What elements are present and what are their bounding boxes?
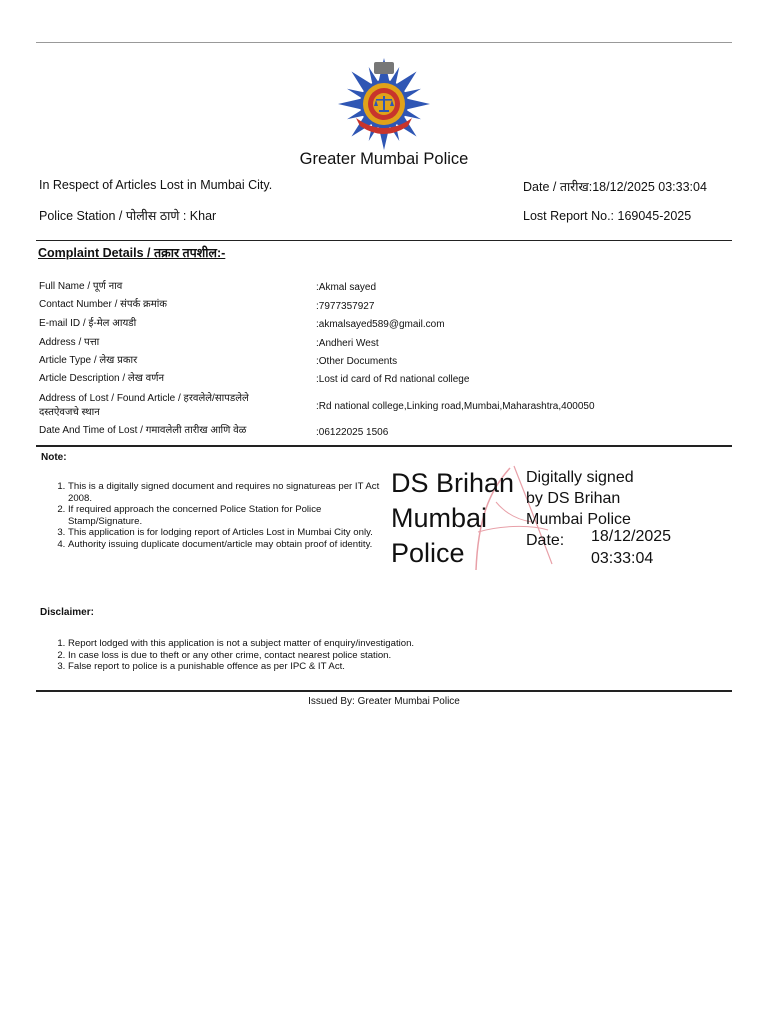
row-label: Address / पत्ता	[39, 337, 100, 348]
row-label: E-mail ID / ई-मेल आयडी	[39, 318, 137, 329]
table-row	[39, 335, 732, 353]
subtitle: In Respect of Articles Lost in Mumbai City.	[39, 178, 273, 192]
complaint-divider	[36, 445, 732, 447]
list-item: 2. If required approach the concerned Police Station for Police Stamp/Signature.	[68, 504, 383, 527]
note-heading: Note:	[41, 452, 67, 463]
table-row	[39, 354, 732, 372]
signer-name-line3: Police	[391, 538, 465, 568]
signer-name-line1: DS Brihan	[391, 468, 515, 498]
report-value: 169045-2025	[617, 209, 692, 223]
signed-line3: Mumbai Police	[526, 511, 631, 528]
list-item: 4. Authority issuing duplicate document/article may obtain proof of identity.	[68, 539, 383, 551]
row-value: :akmalsayed589@gmail.com	[316, 319, 445, 330]
signed-line1: Digitally signed	[526, 469, 634, 486]
lost-report-number	[523, 209, 691, 223]
table-row	[39, 297, 732, 315]
list-item: 2. In case loss is due to theft or any other crime, contact nearest police station.	[68, 650, 728, 662]
date-value: 18/12/2025 03:33:04	[592, 180, 707, 194]
table-row	[39, 424, 732, 442]
station-label: Police Station / पोलीस ठाणे :	[39, 209, 187, 223]
row-value: :Other Documents	[316, 356, 398, 367]
list-item: 3. This application is for lodging report of Articles Lost in Mumbai City only.	[68, 527, 383, 539]
list-item: 3. False report to police is a punishable offence as per IPC & IT Act.	[68, 661, 728, 673]
table-row	[39, 391, 732, 421]
header-divider	[36, 240, 732, 241]
top-rule	[36, 42, 732, 43]
issued-by: Issued By: Greater Mumbai Police	[308, 696, 460, 707]
disclaimer-list	[38, 638, 728, 673]
station-value: Khar	[189, 209, 217, 223]
police-emblem-icon	[336, 54, 432, 150]
signed-date-label: Date:	[526, 532, 565, 549]
row-value: :Rd national college,Linking road,Mumbai,Maharashtra,400050	[316, 401, 595, 412]
row-value: :06122025 1506	[316, 427, 389, 438]
row-value: :Lost id card of Rd national college	[316, 374, 470, 385]
signed-line2: by DS Brihan	[526, 490, 621, 507]
footer-divider	[36, 690, 732, 692]
row-label: Article Type / लेख प्रकार	[39, 355, 138, 366]
signed-date-value: 18/12/2025	[591, 528, 672, 545]
row-label: Article Description / लेख वर्णन	[39, 373, 164, 384]
disclaimer-heading: Disclaimer:	[40, 607, 94, 618]
table-row	[39, 373, 732, 391]
date-label: Date / तारीख:	[523, 180, 593, 194]
table-row	[39, 316, 732, 334]
page-title: Greater Mumbai Police	[299, 150, 469, 168]
signer-name-line2: Mumbai	[391, 503, 488, 533]
police-station	[39, 207, 216, 224]
row-label: Contact Number / संपर्क क्रमांक	[39, 299, 167, 310]
row-value: :Andheri West	[316, 338, 379, 349]
signed-time-value: 03:33:04	[591, 550, 654, 567]
row-value: :Akmal sayed	[316, 282, 377, 293]
row-label: Address of Lost / Found Article / हरवलेले/सापडलेले दस्तऐवजचे स्थान	[39, 393, 249, 418]
complaint-section-title: Complaint Details / तक्रार तपशील:-	[38, 246, 226, 260]
row-label: Date And Time of Lost / गमावलेली तारीख आणि वेळ	[39, 425, 247, 436]
list-item: 1. Report lodged with this application is not a subject matter of enquiry/investigation.	[68, 638, 728, 650]
report-label: Lost Report No.:	[523, 209, 615, 223]
report-date	[523, 178, 707, 195]
table-row	[39, 278, 732, 296]
row-label: Full Name / पूर्ण नाव	[39, 281, 123, 292]
note-list	[38, 481, 383, 550]
signature-block	[391, 467, 731, 577]
list-item: 1. This is a digitally signed document and requires no signatureas per IT Act 2008.	[68, 481, 383, 504]
row-value: :7977357927	[316, 301, 375, 312]
